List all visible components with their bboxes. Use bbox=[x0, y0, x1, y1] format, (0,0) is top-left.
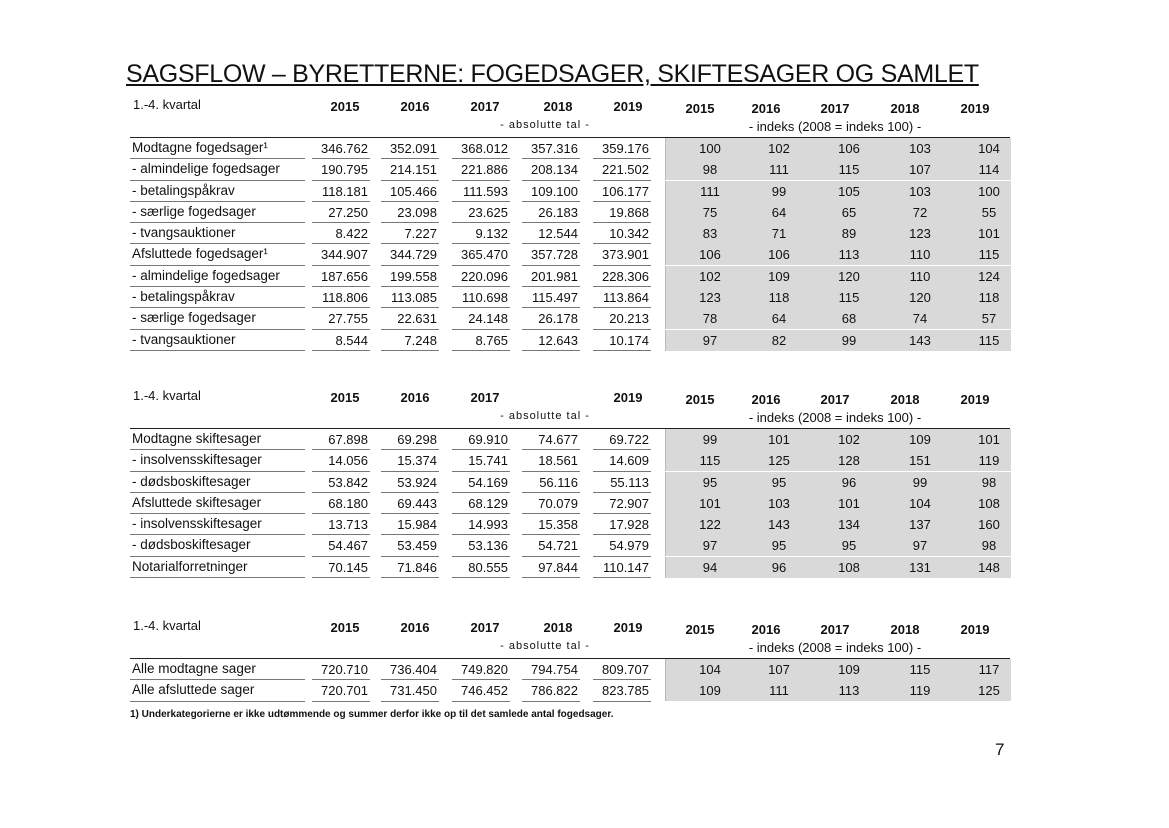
absolute-value-cell: 53.136 bbox=[468, 538, 508, 554]
index-value-cell: 106 bbox=[768, 247, 790, 263]
absolute-value-cell: 373.901 bbox=[602, 247, 649, 263]
index-value-cell: 122 bbox=[699, 517, 721, 533]
year-header-absolute: 2019 bbox=[613, 99, 643, 114]
absolute-value-cell: 359.176 bbox=[602, 141, 649, 156]
cell-underline bbox=[452, 701, 510, 702]
index-value-cell: 102 bbox=[699, 268, 721, 284]
absolute-value-cell: 357.316 bbox=[531, 141, 578, 156]
index-value-cell: 82 bbox=[771, 332, 787, 348]
absolute-value-cell: 12.544 bbox=[538, 226, 578, 242]
index-value-cell: 115 bbox=[978, 247, 1000, 263]
index-caption: - indeks (2008 = indeks 100) - bbox=[748, 410, 922, 425]
absolute-value-cell: 368.012 bbox=[461, 141, 508, 156]
absolute-value-cell: 214.151 bbox=[390, 162, 437, 178]
absolute-value-cell: 115.497 bbox=[531, 290, 578, 306]
index-value-cell: 99 bbox=[841, 332, 857, 348]
index-value-cell: 103 bbox=[909, 141, 931, 156]
absolute-value-cell: 9.132 bbox=[475, 226, 508, 242]
year-header-index: 2018 bbox=[890, 392, 920, 407]
absolute-value-cell: 113.864 bbox=[602, 290, 649, 306]
absolute-value-cell: 346.762 bbox=[321, 141, 368, 156]
index-value-cell: 123 bbox=[699, 290, 721, 306]
index-value-cell: 105 bbox=[838, 183, 860, 199]
row-underline bbox=[130, 350, 305, 351]
absolute-value-cell: 199.558 bbox=[390, 268, 437, 284]
row-underline bbox=[130, 701, 305, 702]
row-label: - tvangsauktioner bbox=[132, 225, 236, 241]
table-row bbox=[130, 514, 1010, 535]
absolute-value-cell: 71.846 bbox=[397, 559, 437, 575]
table-row bbox=[130, 202, 1010, 223]
index-value-cell: 111 bbox=[769, 162, 789, 178]
index-value-cell: 101 bbox=[978, 226, 1000, 242]
cell-underline bbox=[522, 701, 580, 702]
year-header-absolute: 2016 bbox=[400, 620, 430, 635]
index-value-cell: 104 bbox=[699, 662, 721, 677]
absolute-value-cell: 201.981 bbox=[531, 268, 578, 284]
row-label: Afsluttede fogedsager¹ bbox=[132, 246, 268, 262]
index-value-cell: 101 bbox=[838, 495, 860, 511]
absolute-value-cell: 67.898 bbox=[328, 432, 368, 447]
index-value-cell: 111 bbox=[769, 683, 789, 699]
table-row bbox=[130, 308, 1010, 329]
index-value-cell: 96 bbox=[841, 474, 857, 490]
absolute-value-cell: 786.822 bbox=[531, 683, 578, 699]
index-value-cell: 134 bbox=[838, 517, 860, 533]
index-value-cell: 160 bbox=[978, 517, 1000, 533]
row-label: Alle modtagne sager bbox=[132, 661, 256, 676]
absolute-value-cell: 110.147 bbox=[602, 559, 649, 575]
year-header-index: 2018 bbox=[890, 101, 920, 116]
absolute-value-cell: 7.248 bbox=[404, 332, 437, 348]
index-value-cell: 106 bbox=[838, 141, 860, 156]
index-value-cell: 101 bbox=[768, 432, 790, 447]
index-value-cell: 98 bbox=[702, 162, 718, 178]
absolute-value-cell: 68.129 bbox=[468, 495, 508, 511]
index-value-cell: 113 bbox=[838, 247, 860, 263]
absolute-value-cell: 749.820 bbox=[461, 662, 508, 677]
index-value-cell: 104 bbox=[909, 495, 931, 511]
index-value-cell: 113 bbox=[838, 683, 860, 699]
table-header bbox=[130, 618, 1010, 640]
index-value-cell: 74 bbox=[912, 311, 928, 327]
year-header-absolute: 2015 bbox=[330, 620, 360, 635]
year-header-index: 2015 bbox=[685, 101, 715, 116]
absolute-caption: - absolutte tal - bbox=[500, 640, 590, 652]
index-value-cell: 99 bbox=[702, 432, 718, 447]
absolute-value-cell: 74.677 bbox=[538, 432, 578, 447]
year-header-absolute: 2017 bbox=[470, 390, 500, 405]
absolute-value-cell: 54.169 bbox=[468, 474, 508, 490]
index-value-cell: 115 bbox=[699, 453, 721, 469]
year-header-index: 2016 bbox=[751, 622, 781, 637]
row-label: Modtagne fogedsager¹ bbox=[132, 140, 268, 155]
absolute-value-cell: 68.180 bbox=[328, 495, 368, 511]
table-row bbox=[130, 680, 1010, 701]
absolute-value-cell: 70.145 bbox=[328, 559, 368, 575]
year-header-absolute: 2015 bbox=[330, 99, 360, 114]
index-value-cell: 131 bbox=[909, 559, 931, 575]
table-row bbox=[130, 429, 1010, 450]
quarter-label: 1.-4. kvartal bbox=[133, 618, 201, 633]
absolute-value-cell: 14.056 bbox=[328, 453, 368, 469]
cell-underline bbox=[593, 577, 651, 578]
index-value-cell: 78 bbox=[702, 311, 718, 327]
index-value-cell: 103 bbox=[909, 183, 931, 199]
absolute-value-cell: 54.721 bbox=[538, 538, 578, 554]
absolute-caption: - absolutte tal - bbox=[500, 410, 590, 422]
absolute-value-cell: 8.765 bbox=[475, 332, 508, 348]
index-value-cell: 100 bbox=[978, 183, 1000, 199]
index-value-cell: 98 bbox=[981, 474, 997, 490]
absolute-value-cell: 13.713 bbox=[328, 517, 368, 533]
table-row bbox=[130, 472, 1010, 493]
index-value-cell: 137 bbox=[909, 517, 931, 533]
cell-underline bbox=[312, 350, 370, 351]
absolute-value-cell: 352.091 bbox=[390, 141, 437, 156]
absolute-value-cell: 220.096 bbox=[461, 268, 508, 284]
absolute-value-cell: 20.213 bbox=[609, 311, 649, 327]
index-value-cell: 97 bbox=[912, 538, 928, 554]
index-value-cell: 115 bbox=[838, 290, 860, 306]
year-header-index: 2017 bbox=[820, 392, 850, 407]
absolute-value-cell: 23.098 bbox=[397, 204, 437, 220]
absolute-value-cell: 97.844 bbox=[538, 559, 578, 575]
index-value-cell: 65 bbox=[841, 204, 857, 220]
table-header bbox=[130, 97, 1010, 119]
year-header-absolute: 2019 bbox=[613, 620, 643, 635]
year-header-absolute: 2017 bbox=[470, 99, 500, 114]
cell-underline bbox=[593, 350, 651, 351]
page-title: SAGSFLOW – BYRETTERNE: FOGEDSAGER, SKIFTESAGER OG SAMLET bbox=[126, 60, 979, 88]
row-underline bbox=[130, 577, 305, 578]
index-value-cell: 83 bbox=[702, 226, 718, 242]
absolute-value-cell: 53.459 bbox=[397, 538, 437, 554]
year-header-index: 2017 bbox=[820, 622, 850, 637]
cell-underline bbox=[452, 350, 510, 351]
row-label: - særlige fogedsager bbox=[132, 203, 256, 219]
table-body bbox=[130, 137, 1010, 351]
table-row bbox=[130, 138, 1010, 159]
year-header-index: 2019 bbox=[960, 622, 990, 637]
index-value-cell: 55 bbox=[981, 204, 997, 220]
year-header-index: 2019 bbox=[960, 392, 990, 407]
absolute-value-cell: 720.701 bbox=[321, 683, 368, 699]
absolute-value-cell: 17.928 bbox=[609, 517, 649, 533]
absolute-value-cell: 8.544 bbox=[335, 332, 368, 348]
table-row bbox=[130, 287, 1010, 308]
absolute-value-cell: 809.707 bbox=[602, 662, 649, 677]
quarter-label: 1.-4. kvartal bbox=[133, 97, 201, 112]
index-value-cell: 107 bbox=[909, 162, 931, 178]
absolute-value-cell: 105.466 bbox=[390, 183, 437, 199]
row-label: - insolvensskiftesager bbox=[132, 516, 262, 532]
absolute-value-cell: 7.227 bbox=[404, 226, 437, 242]
absolute-value-cell: 10.342 bbox=[609, 226, 649, 242]
absolute-value-cell: 221.886 bbox=[461, 162, 508, 178]
absolute-value-cell: 10.174 bbox=[609, 332, 649, 348]
index-value-cell: 64 bbox=[771, 204, 787, 220]
absolute-value-cell: 69.722 bbox=[609, 432, 649, 447]
index-value-cell: 101 bbox=[978, 432, 1000, 447]
absolute-value-cell: 344.907 bbox=[321, 247, 368, 263]
index-value-cell: 57 bbox=[981, 311, 997, 327]
absolute-value-cell: 794.754 bbox=[531, 662, 578, 677]
index-value-cell: 124 bbox=[978, 268, 1000, 284]
index-value-cell: 108 bbox=[978, 495, 1000, 511]
cell-underline bbox=[312, 577, 370, 578]
index-value-cell: 109 bbox=[909, 432, 931, 447]
absolute-value-cell: 72.907 bbox=[609, 495, 649, 511]
absolute-value-cell: 746.452 bbox=[461, 683, 508, 699]
index-value-cell: 110 bbox=[909, 247, 931, 263]
index-value-cell: 119 bbox=[909, 683, 931, 699]
absolute-value-cell: 344.729 bbox=[390, 247, 437, 263]
table-row bbox=[130, 244, 1010, 265]
absolute-value-cell: 8.422 bbox=[335, 226, 368, 242]
absolute-value-cell: 56.116 bbox=[539, 474, 578, 490]
table-body bbox=[130, 658, 1010, 702]
absolute-value-cell: 24.148 bbox=[468, 311, 508, 327]
absolute-value-cell: 54.467 bbox=[328, 538, 368, 554]
row-label: - almindelige fogedsager bbox=[132, 161, 280, 177]
table-body bbox=[130, 428, 1010, 578]
index-value-cell: 72 bbox=[912, 204, 928, 220]
absolute-value-cell: 110.698 bbox=[461, 290, 508, 306]
index-value-cell: 151 bbox=[909, 453, 931, 469]
index-value-cell: 148 bbox=[978, 559, 1000, 575]
table-header bbox=[130, 388, 1010, 410]
index-value-cell: 109 bbox=[699, 683, 721, 699]
cell-underline bbox=[312, 701, 370, 702]
absolute-value-cell: 27.755 bbox=[328, 311, 368, 327]
index-value-cell: 120 bbox=[838, 268, 860, 284]
cell-underline bbox=[452, 577, 510, 578]
index-value-cell: 117 bbox=[978, 662, 1000, 677]
absolute-value-cell: 357.728 bbox=[531, 247, 578, 263]
index-value-cell: 125 bbox=[978, 683, 1000, 699]
index-value-cell: 114 bbox=[978, 162, 1000, 178]
index-value-cell: 115 bbox=[978, 332, 1000, 348]
footnote: 1) Underkategorierne er ikke udtømmende og summer derfor ikke op til det samlede antal fogedsager. bbox=[130, 709, 614, 720]
index-value-cell: 115 bbox=[909, 662, 931, 677]
absolute-value-cell: 22.631 bbox=[397, 311, 437, 327]
index-value-cell: 143 bbox=[768, 517, 790, 533]
year-header-index: 2017 bbox=[820, 101, 850, 116]
row-label: - dødsboskiftesager bbox=[132, 473, 251, 489]
absolute-value-cell: 109.100 bbox=[531, 183, 578, 199]
index-value-cell: 120 bbox=[909, 290, 931, 306]
year-header-absolute: 2018 bbox=[543, 99, 573, 114]
index-value-cell: 103 bbox=[768, 495, 790, 511]
absolute-value-cell: 190.795 bbox=[321, 162, 368, 178]
year-header-absolute: 2016 bbox=[400, 390, 430, 405]
absolute-value-cell: 18.561 bbox=[538, 453, 578, 469]
index-value-cell: 123 bbox=[909, 226, 931, 242]
absolute-value-cell: 118.806 bbox=[321, 290, 368, 306]
row-label: Modtagne skiftesager bbox=[132, 431, 262, 446]
absolute-value-cell: 365.470 bbox=[461, 247, 508, 263]
absolute-value-cell: 69.443 bbox=[397, 495, 437, 511]
table-row bbox=[130, 266, 1010, 287]
year-header-index: 2015 bbox=[685, 622, 715, 637]
absolute-caption: - absolutte tal - bbox=[500, 119, 590, 131]
index-value-cell: 108 bbox=[838, 559, 860, 575]
index-value-cell: 99 bbox=[771, 183, 787, 199]
index-value-cell: 110 bbox=[909, 268, 931, 284]
absolute-value-cell: 54.979 bbox=[609, 538, 649, 554]
table-row bbox=[130, 159, 1010, 180]
index-value-cell: 106 bbox=[699, 247, 721, 263]
absolute-value-cell: 720.710 bbox=[321, 662, 368, 677]
row-label: - insolvensskiftesager bbox=[132, 452, 262, 468]
quarter-label: 1.-4. kvartal bbox=[133, 388, 201, 403]
absolute-value-cell: 19.868 bbox=[609, 204, 649, 220]
year-header-index: 2019 bbox=[960, 101, 990, 116]
absolute-value-cell: 731.450 bbox=[390, 683, 437, 699]
page-number: 7 bbox=[995, 740, 1005, 759]
index-value-cell: 89 bbox=[841, 226, 857, 242]
index-value-cell: 71 bbox=[771, 226, 787, 242]
absolute-value-cell: 69.910 bbox=[468, 432, 508, 447]
row-label: - betalingspåkrav bbox=[132, 182, 235, 198]
index-value-cell: 96 bbox=[771, 559, 787, 575]
index-value-cell: 98 bbox=[981, 538, 997, 554]
absolute-value-cell: 15.741 bbox=[468, 453, 508, 469]
absolute-value-cell: 69.298 bbox=[397, 432, 437, 447]
index-value-cell: 111 bbox=[700, 183, 720, 199]
cell-underline bbox=[381, 350, 439, 351]
absolute-value-cell: 14.609 bbox=[609, 453, 649, 469]
absolute-value-cell: 15.358 bbox=[538, 517, 578, 533]
absolute-value-cell: 53.842 bbox=[328, 474, 368, 490]
index-value-cell: 118 bbox=[768, 290, 790, 306]
absolute-value-cell: 118.181 bbox=[321, 183, 368, 199]
table-row bbox=[130, 659, 1010, 680]
index-value-cell: 97 bbox=[702, 332, 718, 348]
index-value-cell: 109 bbox=[838, 662, 860, 677]
row-label: - dødsboskiftesager bbox=[132, 537, 251, 553]
absolute-value-cell: 26.183 bbox=[538, 204, 578, 220]
year-header-absolute: 2015 bbox=[330, 390, 360, 405]
year-header-index: 2016 bbox=[751, 392, 781, 407]
row-label: - tvangsauktioner bbox=[132, 331, 236, 347]
absolute-value-cell: 53.924 bbox=[397, 474, 437, 490]
absolute-value-cell: 736.404 bbox=[390, 662, 437, 677]
cell-underline bbox=[522, 350, 580, 351]
table-row bbox=[130, 493, 1010, 514]
index-value-cell: 95 bbox=[771, 474, 787, 490]
index-value-cell: 109 bbox=[768, 268, 790, 284]
index-value-cell: 125 bbox=[768, 453, 790, 469]
year-header-absolute: 2018 bbox=[543, 620, 573, 635]
absolute-value-cell: 187.656 bbox=[321, 268, 368, 284]
table-row bbox=[130, 535, 1010, 556]
absolute-value-cell: 106.177 bbox=[602, 183, 649, 199]
absolute-value-cell: 208.134 bbox=[531, 162, 578, 178]
absolute-value-cell: 228.306 bbox=[602, 268, 649, 284]
absolute-value-cell: 80.555 bbox=[468, 559, 508, 575]
index-value-cell: 115 bbox=[838, 162, 860, 178]
absolute-value-cell: 23.625 bbox=[468, 204, 508, 220]
table-row bbox=[130, 223, 1010, 244]
absolute-value-cell: 15.374 bbox=[397, 453, 437, 469]
absolute-value-cell: 70.079 bbox=[538, 495, 578, 511]
index-value-cell: 99 bbox=[912, 474, 928, 490]
absolute-value-cell: 27.250 bbox=[328, 204, 368, 220]
year-header-absolute: 2017 bbox=[470, 620, 500, 635]
index-value-cell: 119 bbox=[978, 453, 1000, 469]
cell-underline bbox=[522, 577, 580, 578]
index-value-cell: 100 bbox=[699, 141, 721, 156]
row-label: Notarialforretninger bbox=[132, 558, 248, 574]
index-value-cell: 102 bbox=[768, 141, 790, 156]
absolute-value-cell: 26.178 bbox=[538, 311, 578, 327]
index-value-cell: 94 bbox=[702, 559, 718, 575]
index-value-cell: 102 bbox=[838, 432, 860, 447]
index-value-cell: 75 bbox=[702, 204, 718, 220]
year-header-index: 2016 bbox=[751, 101, 781, 116]
row-label: - særlige fogedsager bbox=[132, 310, 256, 326]
absolute-value-cell: 221.502 bbox=[602, 162, 649, 178]
index-caption: - indeks (2008 = indeks 100) - bbox=[748, 640, 922, 655]
row-label: - almindelige fogedsager bbox=[132, 267, 280, 283]
absolute-value-cell: 113.085 bbox=[390, 290, 437, 306]
index-value-cell: 95 bbox=[771, 538, 787, 554]
absolute-value-cell: 111.593 bbox=[462, 183, 508, 199]
index-value-cell: 101 bbox=[699, 495, 721, 511]
index-value-cell: 128 bbox=[838, 453, 860, 469]
index-value-cell: 68 bbox=[841, 311, 857, 327]
index-value-cell: 95 bbox=[841, 538, 857, 554]
index-value-cell: 95 bbox=[702, 474, 718, 490]
cell-underline bbox=[381, 701, 439, 702]
year-header-absolute: 2016 bbox=[400, 99, 430, 114]
year-header-index: 2018 bbox=[890, 622, 920, 637]
row-label: Alle afsluttede sager bbox=[132, 682, 255, 698]
table-row bbox=[130, 450, 1010, 471]
index-value-cell: 107 bbox=[768, 662, 790, 677]
absolute-value-cell: 12.643 bbox=[538, 332, 578, 348]
year-header-absolute: 2019 bbox=[613, 390, 643, 405]
index-caption: - indeks (2008 = indeks 100) - bbox=[748, 119, 922, 134]
table-row bbox=[130, 557, 1010, 578]
index-value-cell: 104 bbox=[978, 141, 1000, 156]
absolute-value-cell: 823.785 bbox=[602, 683, 649, 699]
cell-underline bbox=[593, 701, 651, 702]
year-header-index: 2015 bbox=[685, 392, 715, 407]
index-value-cell: 64 bbox=[771, 311, 787, 327]
index-value-cell: 118 bbox=[978, 290, 1000, 306]
row-label: Afsluttede skiftesager bbox=[132, 494, 262, 510]
index-value-cell: 97 bbox=[702, 538, 718, 554]
table-row bbox=[130, 181, 1010, 202]
index-value-cell: 143 bbox=[909, 332, 931, 348]
table-row bbox=[130, 330, 1010, 351]
row-label: - betalingspåkrav bbox=[132, 289, 235, 305]
absolute-value-cell: 55.113 bbox=[610, 474, 649, 490]
absolute-value-cell: 15.984 bbox=[397, 517, 437, 533]
cell-underline bbox=[381, 577, 439, 578]
absolute-value-cell: 14.993 bbox=[468, 517, 508, 533]
